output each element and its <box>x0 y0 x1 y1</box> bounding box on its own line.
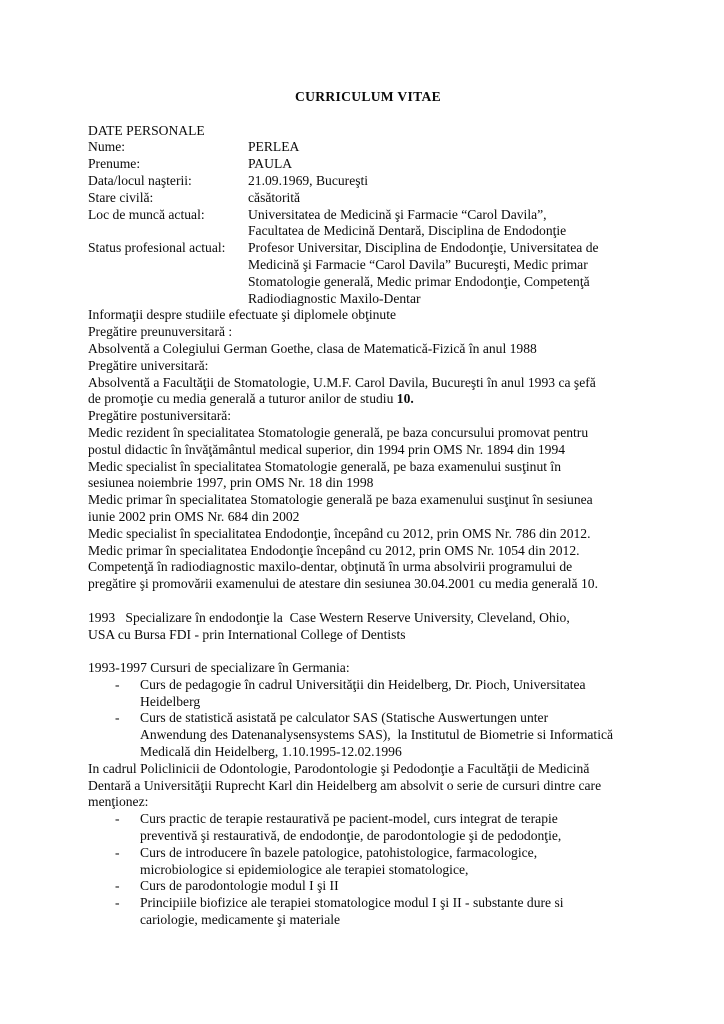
body-line: Dentară a Universităţii Ruprecht Karl din Heidelberg am absolvit o serie de cursuri dintre care <box>88 777 602 793</box>
field-label: Status profesional actual: <box>88 240 226 256</box>
body-line: Medic rezident în specialitatea Stomatologie generală, pe baza concursului promovat pentru <box>88 424 589 440</box>
field-value: Profesor Universitar, Disciplina de Endodonţie, Universitatea de <box>248 240 599 256</box>
bullet-continuation-line: Medicală din Heidelberg, 1.10.1995-12.02.1996 <box>140 744 402 760</box>
field-label-spacer <box>88 291 248 308</box>
bullet-continuation-line: Heidelberg <box>140 693 201 709</box>
field-value: PAULA <box>248 156 293 172</box>
body-line-1993-1997-cursuri: 1993-1997 Cursuri de specializare în Germania: <box>88 660 350 676</box>
body-line: USA cu Bursa FDI - prin International College of Dentists <box>88 626 406 642</box>
personal-field-row-prenume <box>88 156 648 173</box>
bullet-continuation-line: Anwendung des Datenanalysensystems SAS), la Institutul de Biometrie si Informatică <box>140 727 614 743</box>
bullet-marker: - <box>115 710 120 726</box>
body-line-pregatire-preuniversitara: Pregătire preunuversitară : <box>88 324 233 340</box>
field-value: Stomatologie generală, Medic primar Endodonţie, Competenţă <box>248 273 590 289</box>
personal-field-row-data-nasterii <box>88 173 648 190</box>
field-value: Medicină şi Farmacie “Carol Davila” Bucureşti, Medic primar <box>248 256 588 272</box>
field-value: PERLEA <box>248 139 300 155</box>
body-line: Medic specialist în specialitatea Stomatologie generală, pe baza examenului susţinut în <box>88 458 561 474</box>
field-label-spacer <box>88 257 248 274</box>
bullet-text: Curs practic de terapie restaurativă pe pacient-model, curs integrat de terapie <box>140 811 558 827</box>
field-label-spacer <box>88 274 248 291</box>
body-line: pregătire şi promovării examenului de atestare din sesiunea 30.04.2001 cu media generală 10. <box>88 576 598 592</box>
personal-field-value-continuation <box>88 274 648 291</box>
body-text: de promoţie cu media generală a tuturor anilor de studiu <box>88 391 397 407</box>
personal-field-row-loc-de-munca <box>88 207 648 224</box>
body-line: sesiunea noiembrie 1997, prin OMS Nr. 18 din 1998 <box>88 475 374 491</box>
field-label: Nume: <box>88 139 125 155</box>
body-line-pregatire-universitara: Pregătire universitară: <box>88 357 209 373</box>
personal-field-value-continuation <box>88 291 648 308</box>
field-label: Stare civilă: <box>88 189 154 205</box>
section-heading-date-personale: DATE PERSONALE <box>88 122 205 138</box>
body-line: Competenţă în radiodiagnostic maxilo-dentar, obţinută în urma absolvirii programului de <box>88 559 573 575</box>
bullet-text: Curs de pedagogie în cadrul Universităţii din Heidelberg, Dr. Pioch, Universitatea <box>140 676 586 692</box>
bullet-item <box>88 895 648 912</box>
body-line: Medic primar în specialitatea Endodonţie începând cu 2012, prin OMS Nr. 1054 din 2012. <box>88 542 580 558</box>
body-line: Medic specialist în specialitatea Endodonţie, începând cu 2012, prin OMS Nr. 786 din 2012. <box>88 525 591 541</box>
body-line: In cadrul Policlinicii de Odontologie, Parodontologie şi Pedodonţie a Facultăţii de Medicină <box>88 760 590 776</box>
field-label: Loc de muncă actual: <box>88 206 205 222</box>
personal-field-value-continuation <box>88 223 648 240</box>
field-value: Universitatea de Medicină şi Farmacie “Carol Davila”, <box>248 206 547 222</box>
bullet-continuation-line: microbiologice si epidemiologice ale terapiei stomatologice, <box>140 861 469 877</box>
bullet-marker: - <box>115 811 120 827</box>
bullet-item <box>88 710 648 727</box>
bullet-marker: - <box>115 844 120 860</box>
document-content <box>88 89 648 929</box>
body-line-with-grade <box>88 391 648 408</box>
field-value: Radiodiagnostic Maxilo-Dentar <box>248 290 421 306</box>
body-line-pregatire-postuniversitara: Pregătire postuniversitară: <box>88 408 232 424</box>
body-line: Absolventă a Facultăţii de Stomatologie, U.M.F. Carol Davila, Bucureşti în anul 1993 ca şefă <box>88 374 596 390</box>
personal-field-row-status-profesional <box>88 240 648 257</box>
bullet-continuation-line: preventivă şi restaurativă, de endodonţie, de parodontologie şi de pedodonţie, <box>140 828 562 844</box>
body-line: Medic primar în specialitatea Stomatologie generală pe baza examenului susţinut în sesiunea <box>88 492 593 508</box>
bullet-item <box>88 878 648 895</box>
bullet-text: Curs de statistică asistată pe calculator SAS (Statische Auswertungen unter <box>140 710 549 726</box>
bullet-item <box>88 845 648 862</box>
bullet-continuation-line: cariologie, medicamente şi materiale <box>140 912 341 928</box>
field-value: 21.09.1969, Bucureşti <box>248 172 369 188</box>
body-line-1993-specializare: 1993 Specializare în endodonţie la Case Western Reserve University, Cleveland, Ohio, <box>88 609 570 625</box>
field-label-spacer <box>88 223 248 240</box>
bullet-text: Principiile biofizice ale terapiei stomatologice modul I şi II - substante dure si <box>140 895 564 911</box>
blank-line <box>88 593 648 610</box>
document-title: CURRICULUM VITAE <box>295 89 441 104</box>
body-line: iunie 2002 prin OMS Nr. 684 din 2002 <box>88 508 300 524</box>
field-label: Prenume: <box>88 156 141 172</box>
bullet-marker: - <box>115 676 120 692</box>
bullet-marker: - <box>115 895 120 911</box>
body-line: Absolventă a Colegiului German Goethe, clasa de Matematică-Fizică în anul 1988 <box>88 340 537 356</box>
blank-line <box>88 643 648 660</box>
grade-value-bold: 10. <box>396 391 414 407</box>
personal-field-value-continuation <box>88 257 648 274</box>
bullet-item <box>88 677 648 694</box>
personal-field-row-nume <box>88 139 648 156</box>
bullet-text: Curs de introducere în bazele patologice, patohistologice, farmacologice, <box>140 844 538 860</box>
bullet-item <box>88 811 648 828</box>
bullet-text: Curs de parodontologie modul I şi II <box>140 878 339 894</box>
bullet-marker: - <box>115 878 120 894</box>
body-line: postul didactic în învăţământul medical superior, din 1994 prin OMS Nr. 1894 din 1994 <box>88 441 566 457</box>
body-line-studii-heading: Informaţii despre studiile efectuate şi diplomele obţinute <box>88 307 397 323</box>
body-line: menţionez: <box>88 794 149 810</box>
personal-field-row-stare-civila <box>88 190 648 207</box>
field-value: căsătorită <box>248 189 301 205</box>
field-value: Facultatea de Medicină Dentară, Disciplina de Endodonţie <box>248 223 567 239</box>
field-label: Data/locul naşterii: <box>88 172 192 188</box>
